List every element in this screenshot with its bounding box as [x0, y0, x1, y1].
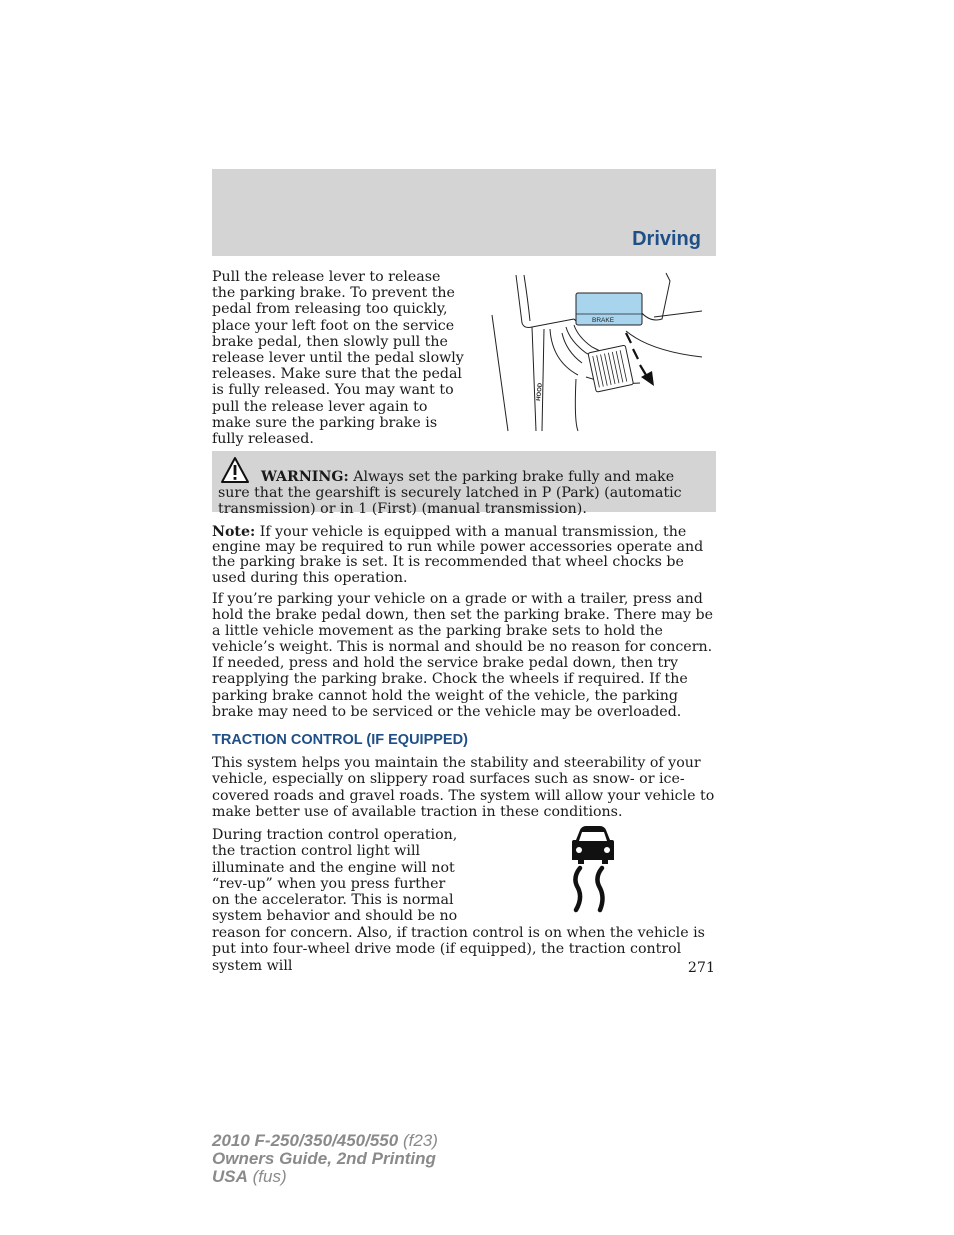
warning-text [218, 469, 710, 517]
footer-market-line [212, 1168, 438, 1186]
page-number: 271 [687, 960, 715, 976]
section-title: Driving [632, 228, 701, 250]
traction-operation-paragraph-continued: reason for concern. Also, if traction control is on when the vehicle is put into four-wheel drive mode (if equipped), the traction control system will [212, 925, 705, 974]
footer-model-code: (f23) [398, 1131, 438, 1150]
traction-system-paragraph: This system helps you maintain the stability and steerability of your vehicle, especially on slippery road surfaces such as snow- or ice-covered roads and gravel roads. The system will allow your vehicle to make better use of available traction in these conditions. [212, 755, 715, 820]
parking-brake-illustration [490, 271, 704, 433]
traction-operation-paragraph: During traction control operation, the traction control light will illuminate and the engine will not “rev-up” when you press further on the accelerator. This is normal system behavior and should be no [212, 827, 458, 925]
brake-lever-label: BRAKE [592, 317, 615, 324]
warning-label: WARNING: [261, 469, 349, 486]
footer-model: 2010 F-250/350/450/550 [212, 1131, 399, 1150]
section-header-band [212, 169, 716, 256]
grade-trailer-paragraph: If you’re parking your vehicle on a grade or with a trailer, press and hold the brake pedal down, then set the parking brake. There may be a little vehicle movement as the parking brake sets to hold the vehicle’s weight. This is normal and should be no reason for concern. If needed, press and hold the service brake pedal down, then try reapplying the parking brake. Chock the wheels if required. If the parking brake cannot hold the weight of the vehicle, the parking brake may need to be serviced or the vehicle may be overloaded. [212, 591, 714, 720]
footer-market: USA [212, 1167, 248, 1186]
note-body: If your vehicle is equipped with a manual transmission, the engine may be required to run while power accessories operate and the parking brake is set. It is recommended that wheel chocks be used during this operation. [212, 524, 704, 586]
warning-box [212, 451, 716, 518]
document-footer [212, 1132, 438, 1186]
warning-body: Always set the parking brake fully and make sure that the gearshift is securely latched in P (Park) (automatic transmission) or in 1 (First) (manual transmission). [218, 469, 682, 518]
parking-brake-release-paragraph: Pull the release lever to release the parking brake. To prevent the pedal from releasing too quickly, place your left foot on the service brake pedal, then slowly pull the release lever until the pedal slowly releases. Make sure that the pedal is fully released. You may want to pull the release lever again to make sure the parking brake is fully released. [212, 269, 464, 448]
footer-market-code: (fus) [247, 1167, 287, 1186]
hood-release-label: HOOD [536, 382, 544, 402]
footer-guide: Owners Guide, 2nd Printing [212, 1149, 436, 1168]
note-label: Note: [212, 524, 256, 540]
note-paragraph [212, 525, 716, 586]
traction-control-heading: TRACTION CONTROL (IF EQUIPPED) [212, 732, 468, 748]
footer-model-line [212, 1132, 438, 1150]
traction-control-icon [568, 826, 618, 914]
